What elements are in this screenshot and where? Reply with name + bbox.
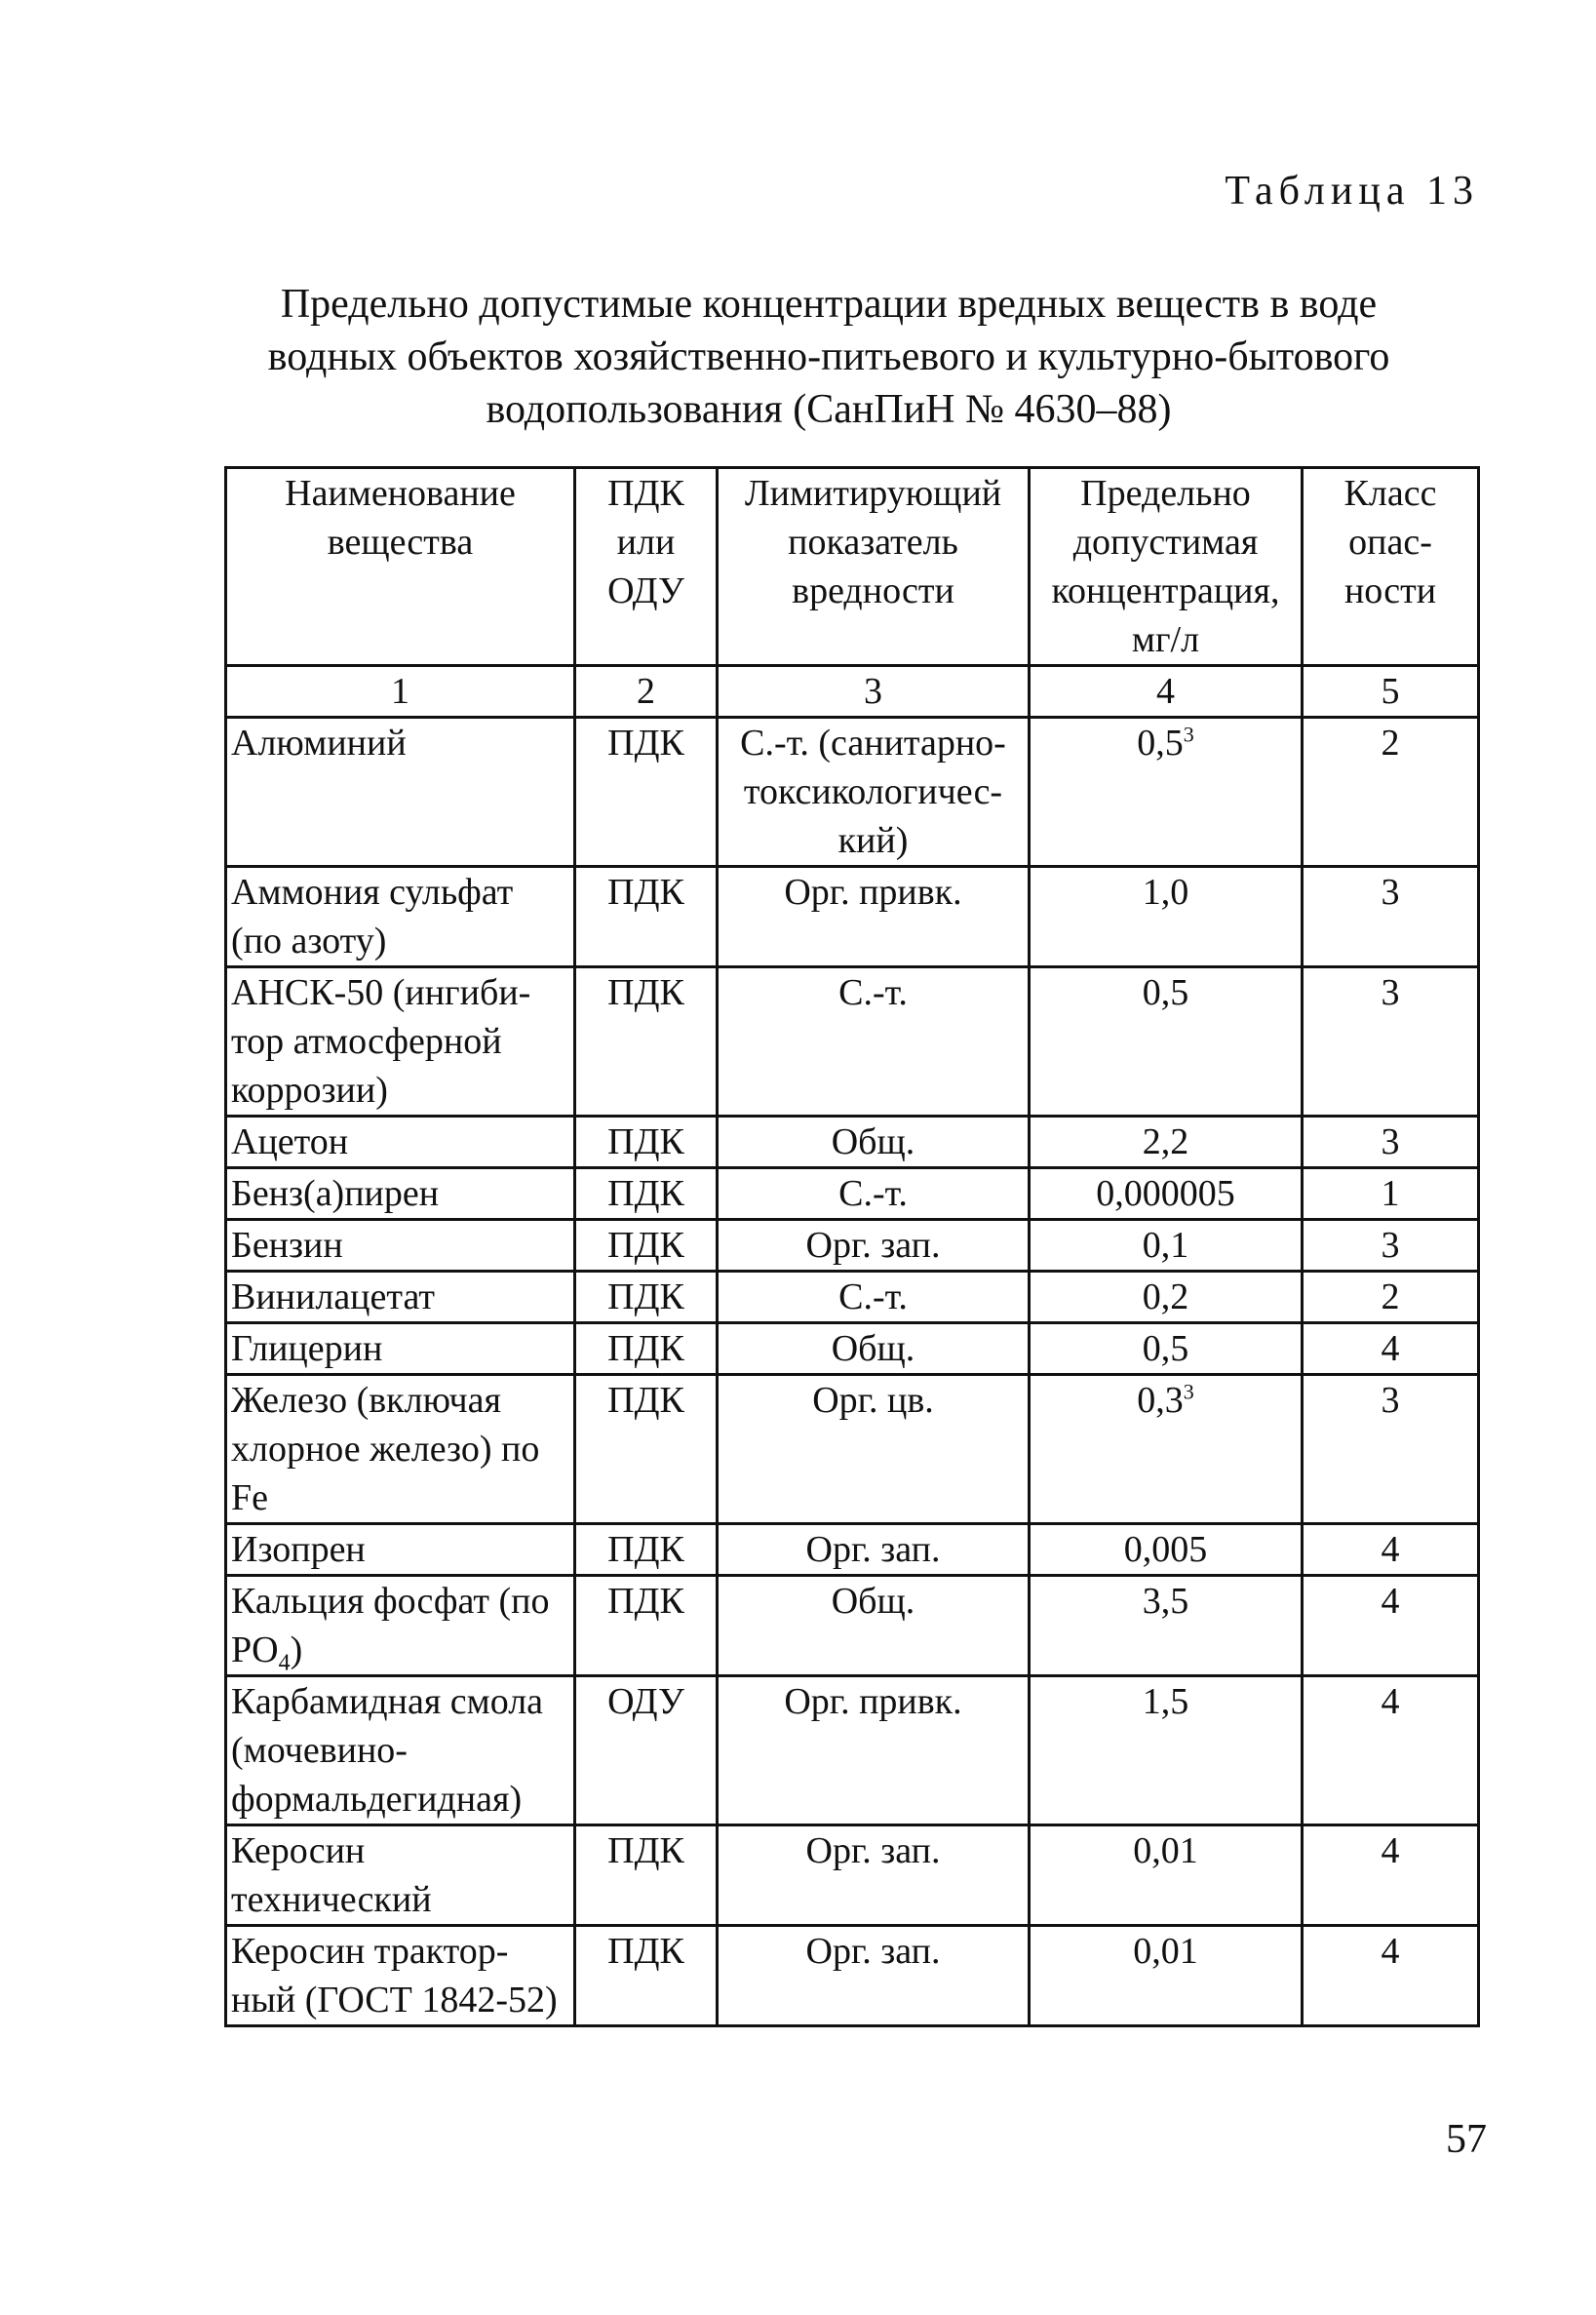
limiting-indicator: С.-т. [718,1272,1030,1323]
norm-type: ПДК [575,1524,718,1576]
substance-name: Карбамидная смола (мочевино-формальдегидная) [226,1676,575,1825]
concentration-value: 0,5 [1030,1323,1303,1375]
table-row [226,1576,1479,1676]
header-row [226,468,1479,666]
limiting-indicator: Общ. [718,1576,1030,1676]
footnote-mark: 3 [1183,1379,1194,1404]
norm-type: ОДУ [575,1676,718,1825]
page-number: 57 [1446,2117,1487,2162]
table-row [226,1375,1479,1524]
hazard-class: 3 [1303,867,1479,967]
concentration-value: $0,5^3$ [1030,718,1303,867]
substance-name: Аммония сульфат (по азоту) [226,867,575,967]
table-row [226,1323,1479,1375]
concentration-value: 0,01 [1030,1926,1303,2026]
title-line: водных объектов хозяйственно-питьевого и культурно-бытового [267,334,1390,379]
limiting-indicator: Орг. зап. [718,1926,1030,2026]
hazard-class: 3 [1303,1220,1479,1272]
table-row [226,1926,1479,2026]
norm-type: ПДК [575,1272,718,1323]
concentration-value: 0,2 [1030,1272,1303,1323]
table-title [195,278,1462,436]
concentration-value: 0,5 [1030,967,1303,1117]
table-row [226,1117,1479,1168]
header-substance: Наименование вещества [226,468,575,666]
substance-name: Изопрен [226,1524,575,1576]
hazard-class: 3 [1303,1375,1479,1524]
title-line: водопользования (СанПиН № 4630–88) [486,387,1172,432]
substance-name: Глицерин [226,1323,575,1375]
hazard-class: 4 [1303,1524,1479,1576]
header-limiting-indicator: Лимитирующий показатель вредности [718,468,1030,666]
footnote-mark: 3 [1183,722,1194,747]
table-row [226,1676,1479,1825]
norm-type: ПДК [575,1825,718,1926]
norm-type: ПДК [575,1576,718,1676]
substance-name: Ацетон [226,1117,575,1168]
table-row [226,1272,1479,1323]
limiting-indicator: С.-т. [718,1168,1030,1220]
norm-type: ПДК [575,1117,718,1168]
table-row [226,1825,1479,1926]
hazard-class: 4 [1303,1676,1479,1825]
substance-name: Бенз(а)пирен [226,1168,575,1220]
title-line: Предельно допустимые концентрации вредных веществ в воде [280,282,1378,327]
table-row [226,967,1479,1117]
substance-name: Алюминий [226,718,575,867]
substance-name: Кальция фосфат (по $PO_4$) [226,1576,575,1676]
hazard-class: 4 [1303,1825,1479,1926]
limiting-indicator: Общ. [718,1323,1030,1375]
norm-type: ПДК [575,1220,718,1272]
concentration-value: 0,000005 [1030,1168,1303,1220]
header-pdk-odu: ПДК или ОДУ [575,468,718,666]
hazard-class: 2 [1303,718,1479,867]
limiting-indicator: Орг. привк. [718,1676,1030,1825]
table-row [226,1168,1479,1220]
table-row [226,718,1479,867]
norm-type: ПДК [575,1926,718,2026]
limiting-indicator: Общ. [718,1117,1030,1168]
concentration-value: 2,2 [1030,1117,1303,1168]
limiting-indicator: Орг. привк. [718,867,1030,967]
concentration-value: 0,005 [1030,1524,1303,1576]
hazard-class: 4 [1303,1576,1479,1676]
hazard-class: 4 [1303,1926,1479,2026]
concentration-value: 3,5 [1030,1576,1303,1676]
substance-name: Винилацетат [226,1272,575,1323]
concentration-value: 1,0 [1030,867,1303,967]
hazard-class: 4 [1303,1323,1479,1375]
column-number: 5 [1303,666,1479,718]
header-max-concentration: Предельно допустимая концентрация, мг/л [1030,468,1303,666]
concentration-table [224,466,1480,2027]
limiting-indicator: Орг. зап. [718,1825,1030,1926]
norm-type: ПДК [575,867,718,967]
hazard-class: 3 [1303,1117,1479,1168]
norm-type: ПДК [575,967,718,1117]
concentration-value: 1,5 [1030,1676,1303,1825]
hazard-class: 2 [1303,1272,1479,1323]
hazard-class: 1 [1303,1168,1479,1220]
substance-name: Железо (включая хлорное железо) по Fe [226,1375,575,1524]
limiting-indicator: Орг. цв. [718,1375,1030,1524]
column-number-row [226,666,1479,718]
substance-name: Керосин трактор-ный (ГОСТ 1842-52) [226,1926,575,2026]
norm-type: ПДК [575,1168,718,1220]
limiting-indicator: С.-т. (санитарно-токсикологичес-кий) [718,718,1030,867]
hazard-class: 3 [1303,967,1479,1117]
substance-name: Керосин технический [226,1825,575,1926]
table-row [226,1524,1479,1576]
substance-name: Бензин [226,1220,575,1272]
column-number: 4 [1030,666,1303,718]
limiting-indicator: Орг. зап. [718,1524,1030,1576]
table-row [226,867,1479,967]
concentration-value: $0,3^3$ [1030,1375,1303,1524]
concentration-value: 0,01 [1030,1825,1303,1926]
column-number: 3 [718,666,1030,718]
column-number: 2 [575,666,718,718]
limiting-indicator: С.-т. [718,967,1030,1117]
norm-type: ПДК [575,718,718,867]
norm-type: ПДК [575,1375,718,1524]
column-number: 1 [226,666,575,718]
table-row [226,1220,1479,1272]
header-hazard-class: Класс опас- ности [1303,468,1479,666]
limiting-indicator: Орг. зап. [718,1220,1030,1272]
substance-name: АНСК-50 (ингиби-тор атмосферной коррозии) [226,967,575,1117]
concentration-value: 0,1 [1030,1220,1303,1272]
norm-type: ПДК [575,1323,718,1375]
table-number: Таблица 13 [1225,169,1479,214]
